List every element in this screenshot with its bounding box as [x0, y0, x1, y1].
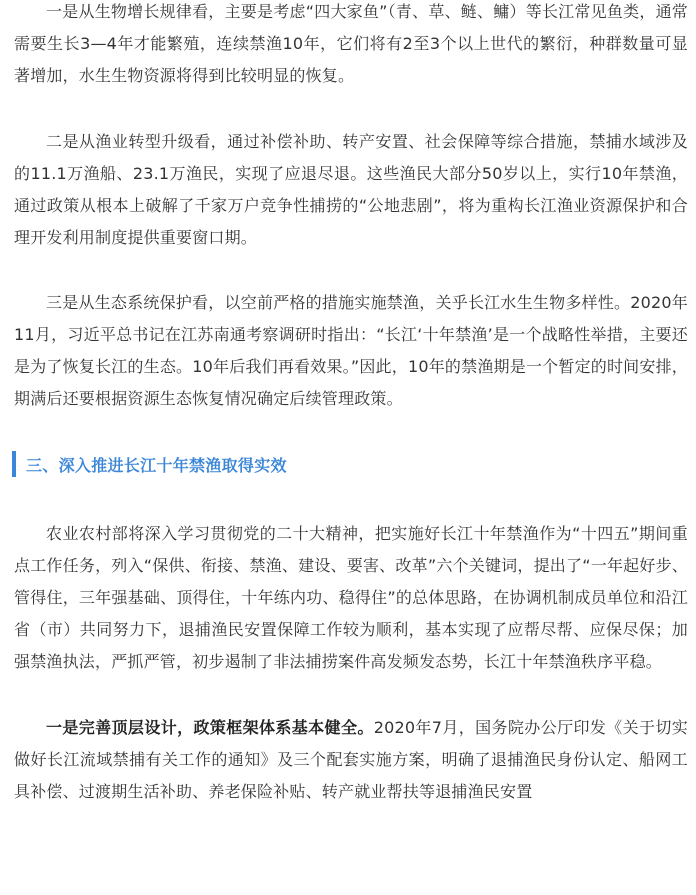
paragraph-ecosystem-protection: 三是从生态系统保护看，以空前严格的措施实施禁渔，关乎长江水生生物多样性。2020年11月，习近平总书记在江苏南通考察调研时指出：“长江‘十年禁渔’是一个战略性举措，主要还是为了恢复长江的生态。10年后我们再看效果。”因此，10年的禁渔期是一个暂定的时间安排，期满后还要根据资源生态恢复情况确定后续管理政策。	[14, 293, 688, 408]
paragraph-top-level-design	[14, 712, 688, 808]
heading-accent-bar	[12, 451, 16, 477]
paragraph-lead-bold: 一是完善顶层设计，政策框架体系基本健全。	[46, 718, 374, 737]
section-heading-text: 三、深入推进长江十年禁渔取得实效	[26, 455, 287, 475]
section-heading	[14, 448, 688, 480]
paragraph-body-text: 2020年7月，国务院办公厅印发《关于切实做好长江流域禁捕有关工作的通知》及三个配套实施方案，明确了退捕渔民身份认定、船网工具补偿、过渡期生活补助、养老保险补贴、转产就业帮扶等退捕渔民安置	[14, 718, 688, 801]
paragraph-biological-growth: 一是从生物增长规律看，主要是考虑“四大家鱼”（青、草、鲢、鳙）等长江常见鱼类，通常需要生长3—4年才能繁殖，连续禁渔10年，它们将有2至3个以上世代的繁衍，种群数量可显著增加，水生生物资源将得到比较明显的恢复。	[14, 2, 688, 85]
paragraph-fishery-transformation: 二是从渔业转型升级看，通过补偿补助、转产安置、社会保障等综合措施，禁捕水域涉及的11.1万渔船、23.1万渔民，实现了应退尽退。这些渔民大部分50岁以上，实行10年禁渔，通过政策从根本上破解了千家万户竞争性捕捞的“公地悲剧”，将为重构长江渔业资源保护和合理开发利用制度提供重要窗口期。	[14, 132, 688, 247]
paragraph-ministry-work: 农业农村部将深入学习贯彻党的二十大精神，把实施好长江十年禁渔作为“十四五”期间重点工作任务，列入“保供、衔接、禁渔、建设、要害、改革”六个关键词，提出了“一年起好步、管得住，三年强基础、顶得住，十年练内功、稳得住”的总体思路，在协调机制成员单位和沿江省（市）共同努力下，退捕渔民安置保障工作较为顺利，基本实现了应帮尽帮、应保尽保；加强禁渔执法，严抓严管，初步遏制了非法捕捞案件高发频发态势，长江十年禁渔秩序平稳。	[14, 524, 688, 671]
